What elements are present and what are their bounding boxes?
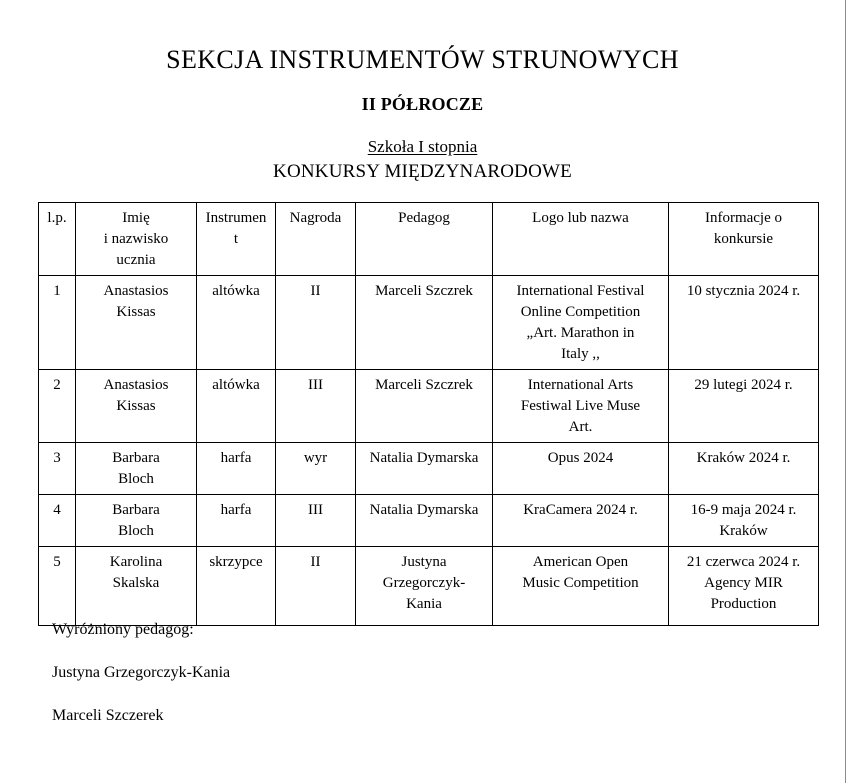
- cell-competition-info: 16-9 maja 2024 r. Kraków: [669, 495, 819, 547]
- cell-teacher: Justyna Grzegorczyk- Kania: [356, 547, 493, 626]
- cell-instrument: altówka: [197, 370, 276, 443]
- distinguished-teacher-name: Justyna Grzegorczyk-Kania: [52, 664, 231, 681]
- cell-teacher: Marceli Szczrek: [356, 370, 493, 443]
- cell-competition-name: International Festival Online Competition „Art. Marathon in Italy ,,: [493, 276, 669, 370]
- distinguished-teachers-heading: Wyróżniony pedagog:: [52, 621, 194, 638]
- cell-competition-info: 10 stycznia 2024 r.: [669, 276, 819, 370]
- column-header-teacher: Pedagog: [356, 203, 493, 276]
- cell-competition-name: KraCamera 2024 r.: [493, 495, 669, 547]
- semester-subtitle: II PÓŁROCZE: [361, 94, 484, 114]
- cell-lp: 2: [39, 370, 76, 443]
- cell-instrument: altówka: [197, 276, 276, 370]
- cell-student-name: Barbara Bloch: [76, 495, 197, 547]
- cell-student-name: Anastasios Kissas: [76, 370, 197, 443]
- cell-teacher: Natalia Dymarska: [356, 443, 493, 495]
- cell-prize: III: [276, 370, 356, 443]
- cell-competition-name: American Open Music Competition: [493, 547, 669, 626]
- cell-competition-name: Opus 2024: [493, 443, 669, 495]
- cell-competition-name: International Arts Festiwal Live Muse Art.: [493, 370, 669, 443]
- cell-lp: 3: [39, 443, 76, 495]
- cell-lp: 5: [39, 547, 76, 626]
- cell-teacher: Marceli Szczrek: [356, 276, 493, 370]
- column-header-lp: l.p.: [39, 203, 76, 276]
- cell-instrument: harfa: [197, 495, 276, 547]
- table-row: [39, 495, 819, 547]
- school-level-heading-text: Szkoła I stopnia: [367, 137, 478, 156]
- cell-competition-info: 29 lutegi 2024 r.: [669, 370, 819, 443]
- distinguished-teachers-section: [52, 620, 552, 725]
- table-header-row: [39, 203, 819, 276]
- column-header-name: Imię i nazwisko ucznia: [76, 203, 197, 276]
- table-row: [39, 370, 819, 443]
- column-header-logo: Logo lub nazwa: [493, 203, 669, 276]
- cell-prize: II: [276, 547, 356, 626]
- column-header-info: Informacje o konkursie: [669, 203, 819, 276]
- cell-lp: 1: [39, 276, 76, 370]
- distinguished-teacher-name: Marceli Szczerek: [52, 707, 164, 724]
- column-header-instrument: Instrumen t: [197, 203, 276, 276]
- cell-student-name: Karolina Skalska: [76, 547, 197, 626]
- cell-student-name: Barbara Bloch: [76, 443, 197, 495]
- cell-competition-info: 21 czerwca 2024 r. Agency MIR Production: [669, 547, 819, 626]
- column-header-prize: Nagroda: [276, 203, 356, 276]
- table-row: [39, 547, 819, 626]
- cell-prize: wyr: [276, 443, 356, 495]
- page-edge-line: [845, 0, 846, 783]
- table-row: [39, 443, 819, 495]
- cell-instrument: harfa: [197, 443, 276, 495]
- page-title: SEKCJA INSTRUMENTÓW STRUNOWYCH: [166, 45, 679, 74]
- table-row: [39, 276, 819, 370]
- cell-prize: III: [276, 495, 356, 547]
- cell-instrument: skrzypce: [197, 547, 276, 626]
- school-level-heading: [0, 136, 845, 158]
- cell-lp: 4: [39, 495, 76, 547]
- cell-competition-info: Kraków 2024 r.: [669, 443, 819, 495]
- cell-teacher: Natalia Dymarska: [356, 495, 493, 547]
- competition-type-heading: KONKURSY MIĘDZYNARODOWE: [273, 161, 572, 182]
- cell-student-name: Anastasios Kissas: [76, 276, 197, 370]
- competition-results-table: [38, 202, 819, 626]
- cell-prize: II: [276, 276, 356, 370]
